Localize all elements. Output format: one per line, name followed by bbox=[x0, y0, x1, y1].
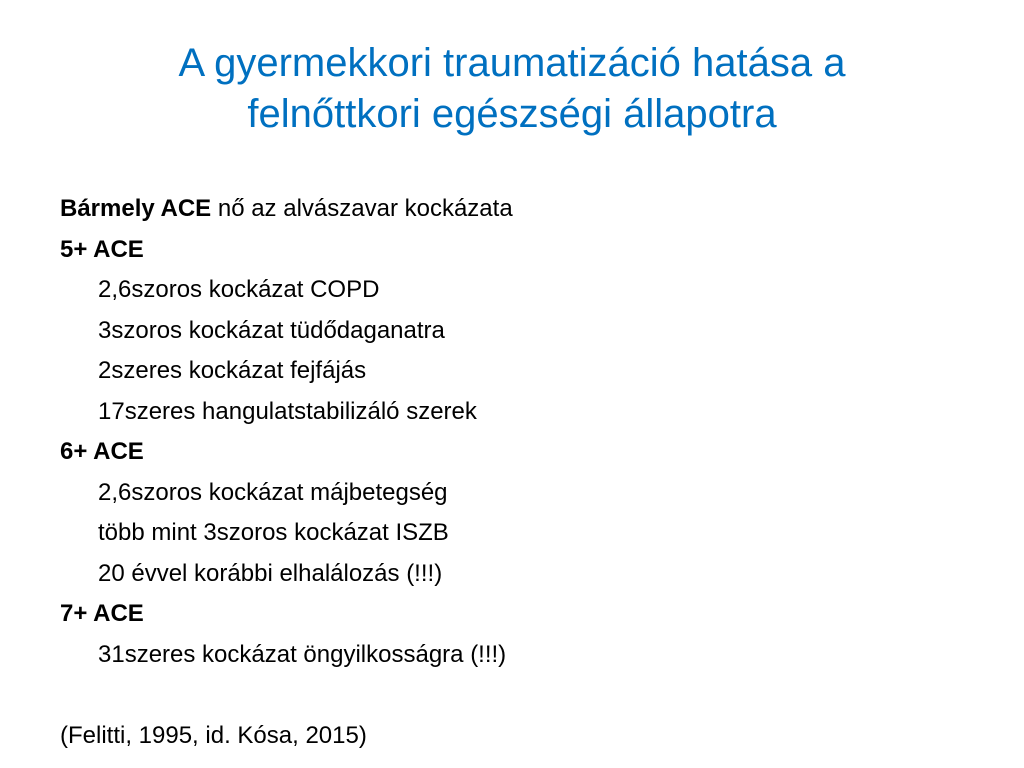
slide-title bbox=[60, 38, 964, 140]
bullet-any-ace bbox=[60, 189, 960, 230]
slide-body bbox=[60, 189, 960, 756]
item-liver-disease: 2,6szoros kockázat májbetegség bbox=[98, 478, 448, 506]
title-line-1: A gyermekkori traumatizáció hatása a bbox=[178, 41, 846, 85]
heading-7plus-ace: 7+ ACE bbox=[60, 600, 144, 627]
citation: (Felitti, 1995, id. Kósa, 2015) bbox=[60, 721, 367, 749]
any-ace-label: Bármely ACE bbox=[60, 195, 212, 222]
title-line-2: felnőttkori egészségi állapotra bbox=[247, 92, 777, 136]
heading-6plus-ace: 6+ ACE bbox=[60, 438, 144, 465]
any-ace-text: nő az alvászavar kockázata bbox=[211, 195, 513, 222]
item-early-death: 20 évvel korábbi elhalálozás (!!!) bbox=[98, 559, 443, 587]
heading-5plus-ace: 5+ ACE bbox=[60, 235, 144, 263]
item-mood-stabilizers: 17szeres hangulatstabilizáló szerek bbox=[98, 397, 477, 425]
item-lung-cancer: 3szoros kockázat tüdődaganatra bbox=[98, 316, 445, 344]
item-headache: 2szeres kockázat fejfájás bbox=[98, 357, 367, 384]
item-iszb: több mint 3szoros kockázat ISZB bbox=[98, 519, 449, 546]
item-copd: 2,6szoros kockázat COPD bbox=[98, 276, 380, 303]
item-suicide: 31szeres kockázat öngyilkosságra (!!!) bbox=[98, 640, 507, 668]
spacer bbox=[60, 675, 960, 716]
